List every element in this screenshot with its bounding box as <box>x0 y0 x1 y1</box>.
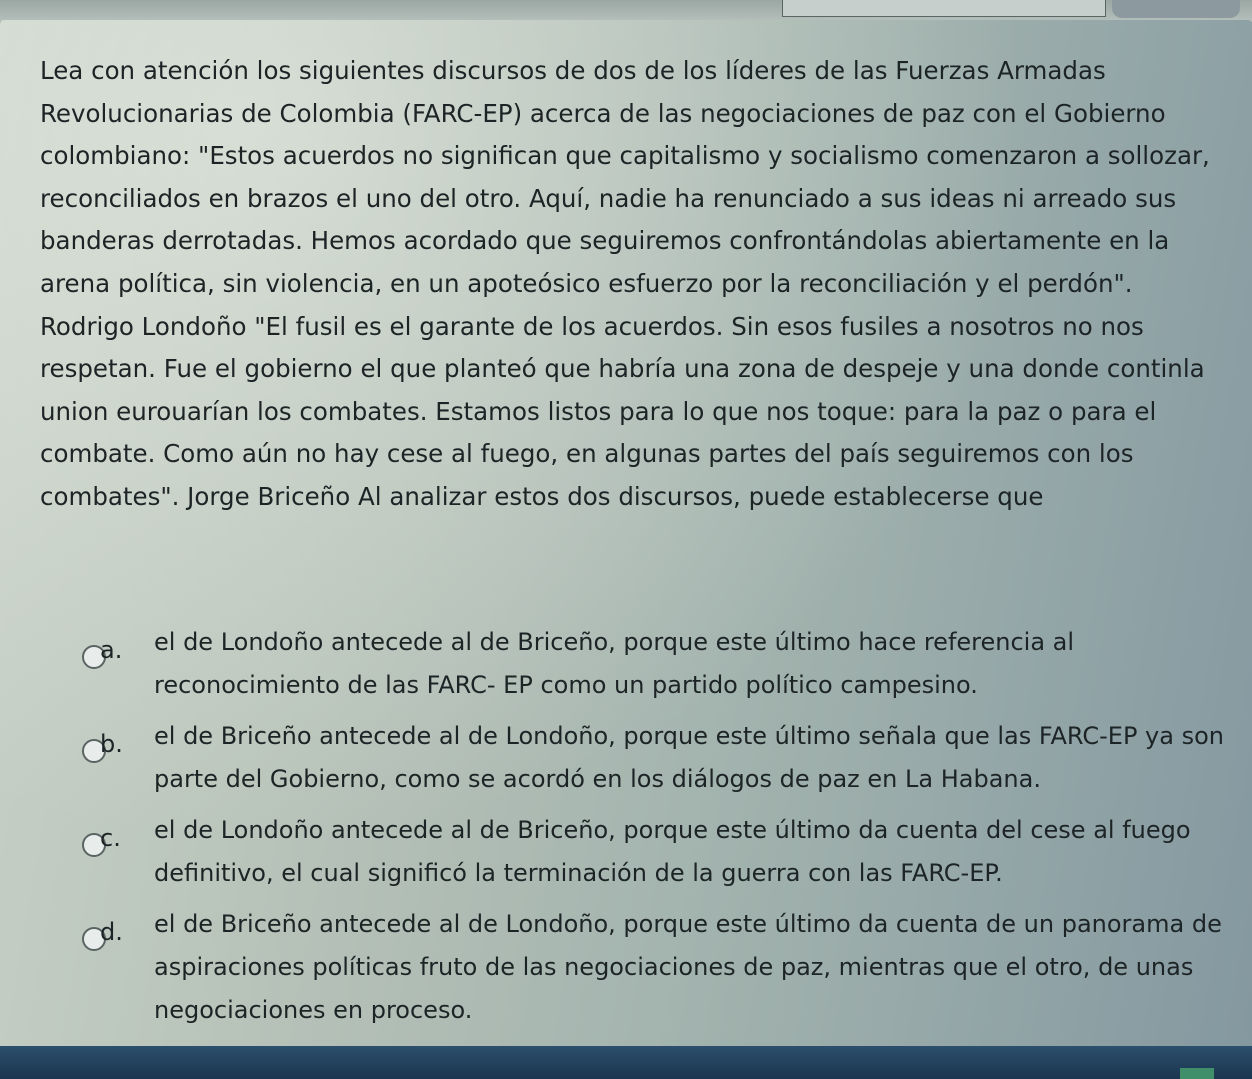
answer-options <box>78 618 1238 1024</box>
option-d[interactable] <box>78 900 1238 1024</box>
option-b[interactable] <box>78 712 1238 806</box>
bottom-accent <box>1180 1068 1214 1079</box>
option-a[interactable] <box>78 618 1238 712</box>
option-b-text[interactable]: el de Briceño antecede al de Londoño, porque este último señala que las FARC-EP ya son parte del Gobierno, como se acordó en los diálogos de paz en La Habana. <box>154 722 1224 793</box>
option-d-text[interactable]: el de Briceño antecede al de Londoño, porque este último da cuenta de un panorama de aspiraciones políticas fruto de las negociaciones de paz, mientras que el otro, de unas negociaciones en proceso. <box>154 910 1222 1024</box>
top-corner-button[interactable] <box>1112 0 1240 18</box>
question-text: Lea con atención los siguientes discursos de dos de los líderes de las Fuerzas Armadas Revolucionarias de Colombia (FARC-EP) acerca de las negociaciones de paz con el Gobierno colombiano: "Estos acuerdos no significan que capitalismo y socialismo comenzaron a sollozar, reconciliados en brazos el uno del otro. Aquí, nadie ha renunciado a sus ideas ni arreado sus banderas derrotadas. Hemos acordado que seguiremos confrontándolas abiertamente en la arena política, sin violencia, en un apoteósico esfuerzo por la reconciliación y el perdón". Rodrigo Londoño "El fusil es el garante de los acuerdos. Sin esos fusiles a nosotros no nos respetan. Fue el gobierno el que planteó que habría una zona de despeje y una donde continla union eurouarían los combates. Estamos listos para lo que nos toque: para la paz o para el combate. Como aún no hay cese al fuego, en algunas partes del país seguiremos con los combates". Jorge Briceño Al analizar estos dos discursos, puede establecerse que <box>40 56 1210 511</box>
bottom-bar <box>0 1046 1252 1079</box>
option-a-letter: a. <box>100 636 123 664</box>
option-d-letter: d. <box>100 918 123 946</box>
option-b-letter: b. <box>100 730 123 758</box>
question-panel <box>0 20 1252 1050</box>
option-c[interactable] <box>78 806 1238 900</box>
option-a-text[interactable]: el de Londoño antecede al de Briceño, porque este último hace referencia al reconocimiento de las FARC- EP como un partido político campesino. <box>154 628 1075 699</box>
option-c-letter: c. <box>100 824 121 852</box>
top-tab-outline <box>782 0 1106 17</box>
top-strip <box>0 0 1252 22</box>
option-c-text[interactable]: el de Londoño antecede al de Briceño, porque este último da cuenta del cese al fuego definitivo, el cual significó la terminación de la guerra con las FARC-EP. <box>154 816 1191 887</box>
